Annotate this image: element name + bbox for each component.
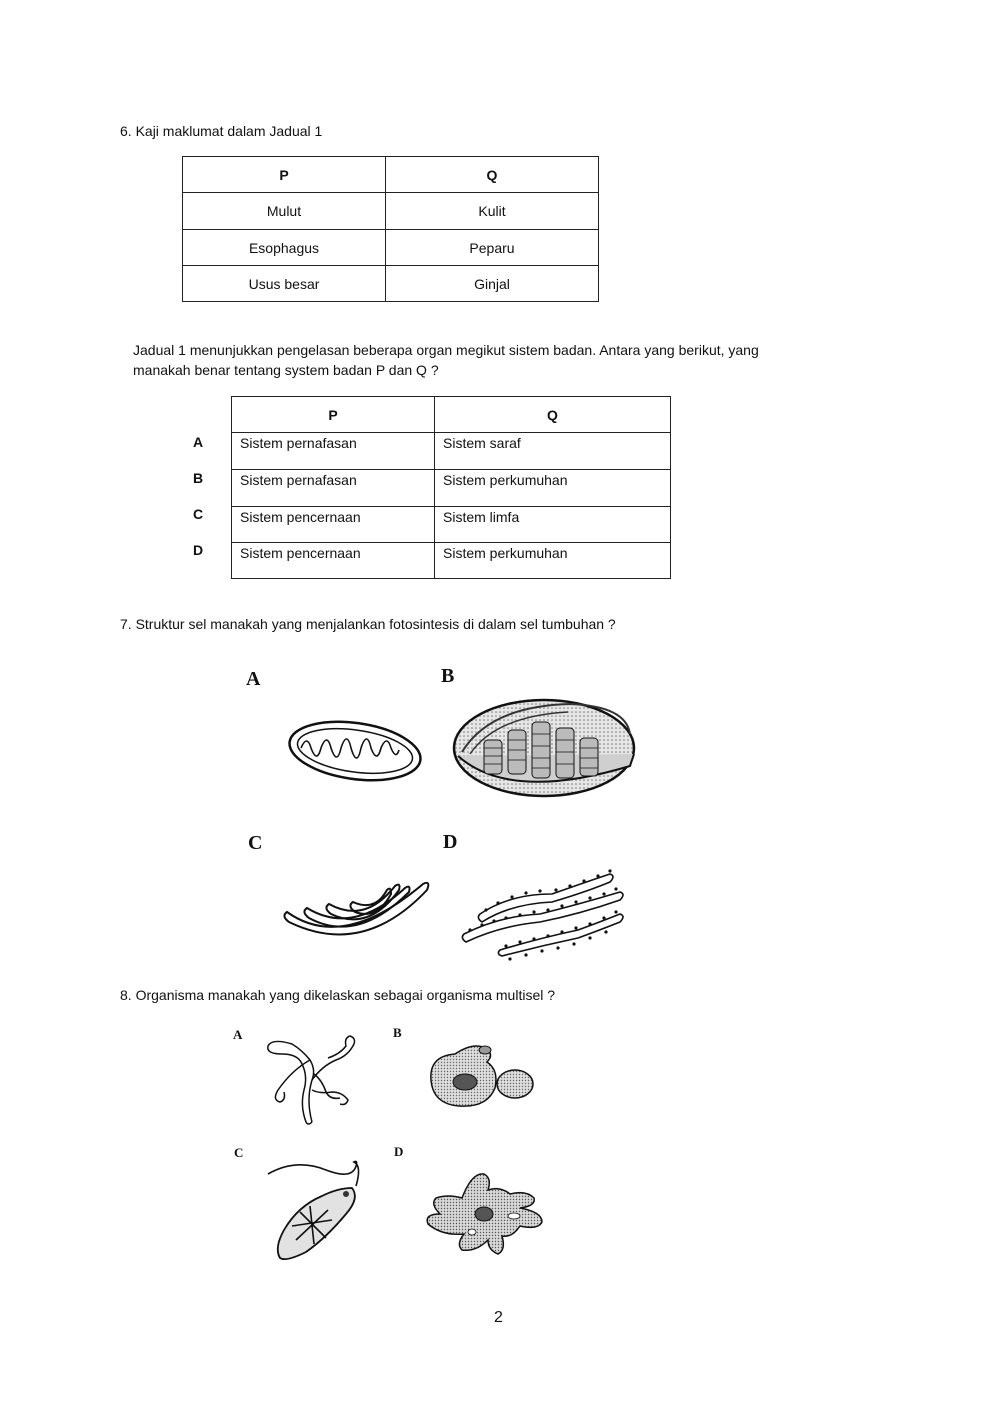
option-letter-a: A: [193, 434, 204, 450]
mitochondrion-icon: [285, 718, 425, 788]
q7-title: 7. Struktur sel manakah yang menjalankan fotosintesis di dalam sel tumbuhan ?: [120, 616, 616, 632]
page-number: 2: [494, 1309, 503, 1326]
table2-cell: Sistem saraf: [435, 433, 671, 470]
q8-label-c: C: [234, 1145, 244, 1160]
table2-header-p: P: [232, 397, 435, 433]
table1-header-q: Q: [386, 157, 599, 193]
option-letter-c: C: [193, 506, 204, 522]
q7-label-a: A: [246, 668, 261, 690]
q8-label-d: D: [394, 1144, 404, 1159]
table1-cell: Kulit: [386, 193, 599, 230]
table-1: [182, 156, 599, 302]
table2-cell: Sistem pencernaan: [232, 543, 435, 579]
q7-label-d: D: [443, 831, 458, 853]
table1-cell: Peparu: [386, 230, 599, 266]
table1-cell: Ginjal: [386, 266, 599, 302]
yeast-icon: [425, 1040, 537, 1112]
table2-cell: Sistem pencernaan: [232, 507, 435, 543]
table2-cell: Sistem perkumuhan: [435, 543, 671, 579]
option-letter-d: D: [193, 542, 204, 558]
table2-cell: Sistem perkumuhan: [435, 470, 671, 507]
q8-label-a: A: [233, 1027, 243, 1042]
q7-label-c: C: [248, 832, 263, 854]
table1-cell: Esophagus: [183, 230, 386, 266]
table1-header-p: P: [183, 157, 386, 193]
q7-label-b: B: [441, 665, 455, 687]
q6-description-line2: manakah benar tentang system badan P dan Q ?: [133, 362, 439, 378]
q8-title: 8. Organisma manakah yang dikelaskan sebagai organisma multisel ?: [120, 987, 556, 1003]
table2-cell: Sistem limfa: [435, 507, 671, 543]
option-letter-b: B: [193, 470, 204, 486]
endoplasmic-reticulum-icon: [460, 864, 632, 960]
golgi-apparatus-icon: [283, 872, 433, 944]
table2-cell: Sistem pernafasan: [232, 470, 435, 507]
answer-table: [231, 396, 671, 579]
q8-label-b: B: [393, 1025, 402, 1040]
table1-cell: Usus besar: [183, 266, 386, 302]
table1-cell: Mulut: [183, 193, 386, 230]
euglena-icon: [266, 1162, 378, 1262]
amoeba-icon: [422, 1168, 550, 1260]
chloroplast-icon: [450, 694, 638, 800]
table2-cell: Sistem pernafasan: [232, 433, 435, 470]
q6-title: 6. Kaji maklumat dalam Jadual 1: [120, 123, 323, 139]
hydra-icon: [262, 1030, 362, 1126]
q6-description-line1: Jadual 1 menunjukkan pengelasan beberapa organ megikut sistem badan. Antara yang berikut, yang: [133, 342, 759, 358]
table2-header-q: Q: [435, 397, 671, 433]
